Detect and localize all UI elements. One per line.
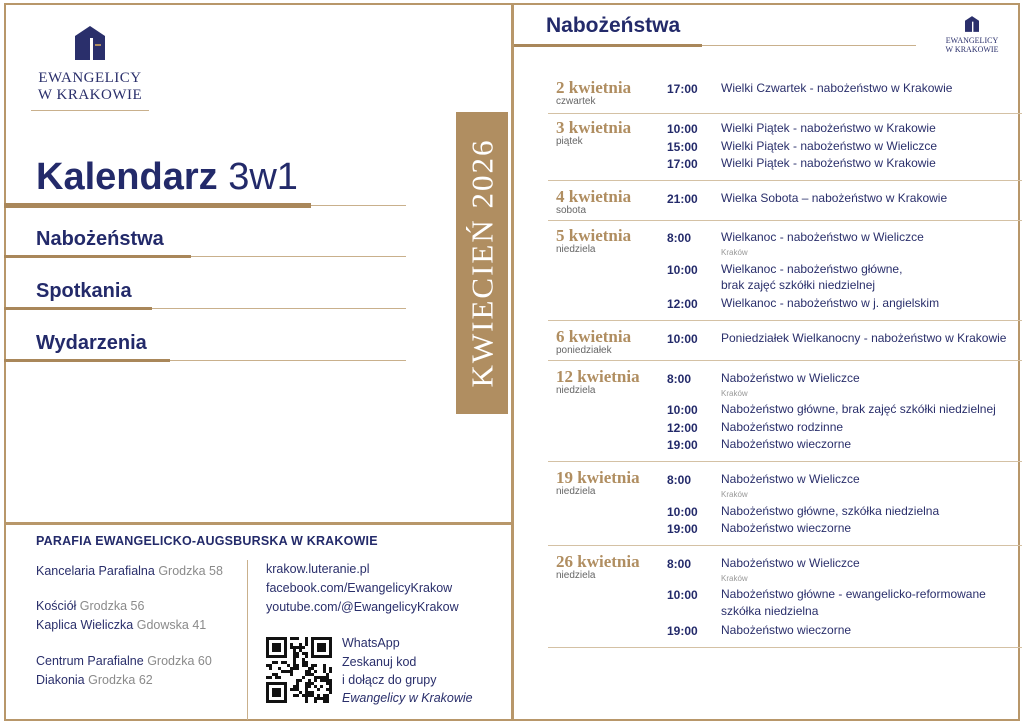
title-bold: Kalendarz — [36, 156, 218, 198]
service-time: 17:00 — [667, 157, 698, 171]
service-time: 10:00 — [667, 403, 698, 417]
facebook-link[interactable]: facebook.com/EwangelicyKrakow — [266, 581, 453, 595]
website-link[interactable]: krakow.luteranie.pl — [266, 562, 370, 576]
service-time: 8:00 — [667, 372, 692, 386]
day-weekday: piątek — [556, 136, 583, 147]
logo-text-line2: W KRAKOWIE — [37, 87, 143, 103]
day-weekday: niedziela — [556, 385, 596, 396]
service-text: Nabożeństwo główne - ewangelicko-reformowane — [721, 587, 986, 601]
whatsapp-join: i dołącz do grupy — [342, 673, 437, 687]
service-note: Kraków — [721, 389, 748, 398]
service-text: Nabożeństwo w Wieliczce — [721, 371, 860, 385]
service-text: Nabożeństwo wieczorne — [721, 623, 852, 637]
service-text: Wielkanoc - nabożeństwo główne, — [721, 262, 903, 276]
page-title — [36, 156, 298, 199]
whatsapp-scan: Zeskanuj kod — [342, 655, 417, 669]
service-time: 8:00 — [667, 231, 692, 245]
mini-logo-line2: W KRAKOWIE — [945, 45, 999, 54]
service-time: 10:00 — [667, 505, 698, 519]
day-date: 4 kwietnia — [556, 187, 632, 206]
whatsapp-group: Ewangelicy w Krakowie — [342, 691, 473, 705]
day-weekday: niedziela — [556, 570, 596, 581]
service-note: Kraków — [721, 248, 748, 257]
service-text: Wielka Sobota – nabożeństwo w Krakowie — [721, 191, 948, 205]
month-label: KWIECIEŃ 2026 — [464, 138, 500, 388]
mini-logo-line1: EWANGELICY — [945, 36, 999, 45]
category-events: Wydarzenia — [36, 332, 147, 354]
service-text: Nabożeństwo główne, szkółka niedzielna — [721, 504, 940, 518]
category-services: Nabożeństwa — [36, 228, 164, 250]
day-date: 6 kwietnia — [556, 327, 632, 346]
day-weekday: niedziela — [556, 244, 596, 255]
service-note: Kraków — [721, 490, 748, 499]
day-separator — [548, 461, 1022, 462]
day-separator — [548, 220, 1022, 221]
service-time: 8:00 — [667, 473, 692, 487]
service-text: Wielki Piątek - nabożeństwo w Krakowie — [721, 121, 936, 135]
service-time: 15:00 — [667, 140, 698, 154]
day-separator — [548, 545, 1022, 546]
day-date: 19 kwietnia — [556, 468, 640, 487]
schedule-heading: Nabożeństwa — [546, 14, 681, 37]
day-separator — [548, 360, 1022, 361]
category-events-bar — [4, 359, 170, 362]
service-text: Wielkanoc - nabożeństwo w j. angielskim — [721, 296, 940, 310]
day-separator — [548, 647, 1022, 648]
service-time: 10:00 — [667, 263, 698, 277]
parish-name: PARAFIA EWANGELICKO-AUGSBURSKA W KRAKOWIE — [36, 534, 378, 548]
title-thin: 3w1 — [228, 156, 298, 198]
address-center: Centrum Parafialne Grodzka 60 — [36, 654, 212, 668]
house-logo-icon — [75, 26, 105, 60]
address-church: Kościół Grodzka 56 — [36, 599, 145, 613]
day-separator — [548, 113, 1022, 114]
house-logo-icon — [965, 16, 979, 32]
day-date: 12 kwietnia — [556, 367, 640, 386]
logo-rule — [31, 110, 149, 111]
service-text: Nabożeństwo rodzinne — [721, 420, 844, 434]
footer-divider — [247, 560, 248, 720]
service-text: Wielkanoc - nabożeństwo w Wieliczce — [721, 230, 924, 244]
service-note: Kraków — [721, 574, 748, 583]
service-text: Wielki Piątek - nabożeństwo w Krakowie — [721, 156, 936, 170]
category-services-bar — [4, 255, 191, 258]
address-diakonia: Diakonia Grodzka 62 — [36, 673, 153, 687]
service-time: 21:00 — [667, 192, 698, 206]
qr-code[interactable] — [266, 637, 332, 703]
day-separator — [548, 180, 1022, 181]
service-time: 17:00 — [667, 82, 698, 96]
service-text: Wielki Czwartek - nabożeństwo w Krakowie — [721, 81, 953, 95]
schedule-heading-rule — [702, 45, 916, 46]
category-services-rule — [191, 256, 406, 257]
service-time: 19:00 — [667, 522, 698, 536]
schedule-heading-bar — [514, 44, 702, 47]
day-weekday: niedziela — [556, 486, 596, 497]
category-meetings-bar — [4, 307, 152, 310]
address-chapel: Kaplica Wieliczka Gdowska 41 — [36, 618, 207, 632]
address-chancery: Kancelaria Parafialna Grodzka 58 — [36, 564, 223, 578]
logo-text-line1: EWANGELICY — [38, 70, 142, 86]
service-time: 19:00 — [667, 624, 698, 638]
day-weekday: czwartek — [556, 96, 596, 107]
day-date: 26 kwietnia — [556, 552, 640, 571]
service-time: 19:00 — [667, 438, 698, 452]
service-text: Nabożeństwo wieczorne — [721, 521, 852, 535]
service-text: Nabożeństwo główne, brak zajęć szkółki niedzielnej — [721, 402, 996, 416]
title-rule — [311, 205, 406, 206]
day-date: 5 kwietnia — [556, 226, 632, 245]
footer-rule — [4, 522, 512, 525]
center-divider — [511, 3, 514, 721]
logo — [28, 26, 152, 111]
day-date: 2 kwietnia — [556, 78, 632, 97]
service-time: 8:00 — [667, 557, 692, 571]
service-text: Nabożeństwo w Wieliczce — [721, 556, 860, 570]
category-meetings-rule — [152, 308, 406, 309]
service-text: Nabożeństwo w Wieliczce — [721, 472, 860, 486]
service-time: 10:00 — [667, 332, 698, 346]
youtube-link[interactable]: youtube.com/@EwangelicyKrakow — [266, 600, 459, 614]
service-time: 12:00 — [667, 421, 698, 435]
service-text: Wielki Piątek - nabożeństwo w Wieliczce — [721, 139, 938, 153]
day-date: 3 kwietnia — [556, 118, 632, 137]
day-weekday: sobota — [556, 205, 587, 216]
service-time: 10:00 — [667, 588, 698, 602]
service-text-continued: szkółka niedzielna — [721, 604, 819, 618]
category-events-rule — [170, 360, 406, 361]
service-text-continued: brak zajęć szkółki niedzielnej — [721, 278, 876, 292]
category-meetings: Spotkania — [36, 280, 132, 302]
mini-logo — [940, 16, 1004, 54]
service-text: Nabożeństwo wieczorne — [721, 437, 852, 451]
whatsapp-label: WhatsApp — [342, 636, 400, 650]
service-text: Poniedziałek Wielkanocny - nabożeństwo w Krakowie — [721, 331, 1007, 345]
service-time: 10:00 — [667, 122, 698, 136]
day-separator — [548, 320, 1022, 321]
day-weekday: poniedziałek — [556, 345, 612, 356]
service-time: 12:00 — [667, 297, 698, 311]
title-underline — [4, 203, 311, 208]
